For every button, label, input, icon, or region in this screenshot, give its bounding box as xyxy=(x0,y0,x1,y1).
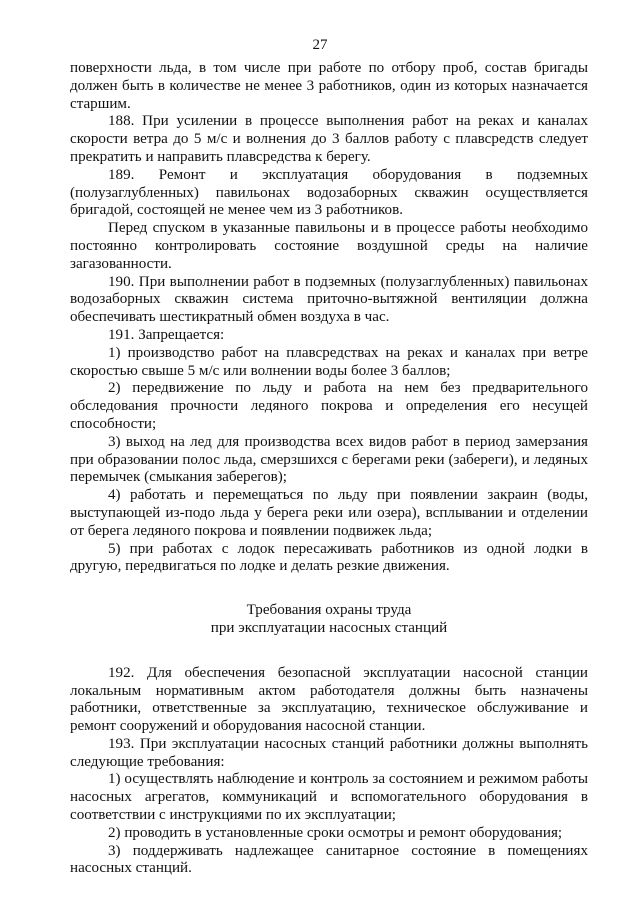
section-heading-line-1: Требования охраны труда xyxy=(246,602,412,619)
paragraph-193: 193. При эксплуатации насосных станций работники должны выполнять следующие требования: xyxy=(70,735,588,770)
paragraph-192: 192. Для обеспечения безопасной эксплуатации насосной станции локальным нормативным актом работодателя должны быть назначены работники, ответственные за эксплуатацию, техническое обслуживание и ремонт сооружений и оборудования насосной станции. xyxy=(70,664,588,735)
paragraph-191-item-3: 3) выход на лед для производства всех видов работ в период замерзания при образовании полос льда, смерзшихся с берегами реки (забереги), и ледяных перемычек (смыкания заберегов); xyxy=(70,433,588,486)
document-body xyxy=(70,60,588,878)
paragraph-193-item-3: 3) поддерживать надлежащее санитарное состояние в помещениях насосных станций. xyxy=(70,842,588,877)
page-number: 27 xyxy=(312,37,328,53)
paragraph-189: 189. Ремонт и эксплуатация оборудования в подземных (полузаглубленных) павильонах водозаборных скважин осуществляется бригадой, состоящей не менее чем из 3 работников. xyxy=(70,166,588,219)
paragraph-191-item-2: 2) передвижение по льду и работа на нем без предварительного обследования прочности ледяного покрова и определения его несущей способности; xyxy=(70,380,588,432)
paragraph-191-item-4: 4) работать и перемещаться по льду при появлении закраин (воды, выступающей из-подо льда у берега реки или озера), всплывании и отделении от берега ледяного покрова и появлении подвижек льда; xyxy=(70,487,588,539)
paragraph-191-item-1: 1) производство работ на плавсредствах на реках и каналах при ветре скоростью свыше 5 м/с или волнении воды более 3 баллов; xyxy=(70,344,588,379)
section-heading-line-2: при эксплуатации насосных станций xyxy=(210,619,448,636)
paragraph-193-item-1: 1) осуществлять наблюдение и контроль за состоянием и режимом работы насосных агрегатов, коммуникаций и вспомогательного оборудования в соответствии с инструкциями по их эксплуатации; xyxy=(70,771,588,824)
paragraph-191-item-5: 5) при работах с лодок пересаживать работников из одной лодки в другую, передвигаться по лодке и делать резкие движения. xyxy=(70,540,588,575)
paragraph-190: 190. При выполнении работ в подземных (полузаглубленных) павильонах водозаборных скважин система приточно-вытяжной вентиляции должна обеспечивать шестикратный обмен воздуха в час. xyxy=(70,273,588,326)
paragraph-193-item-2: 2) проводить в установленные сроки осмотры и ремонт оборудования; xyxy=(108,824,563,841)
paragraph-189-note: Перед спуском в указанные павильоны и в процессе работы необходимо постоянно контролировать состояние воздушной среды на наличие загазованности. xyxy=(70,220,588,272)
paragraph-188: 188. При усилении в процессе выполнения работ на реках и каналах скорости ветра до 5 м/с и волнения до 3 баллов работу с плавсредств следует прекратить и направить плавсредства к берегу. xyxy=(70,113,588,165)
paragraph-191: 191. Запрещается: xyxy=(108,326,225,343)
section-heading xyxy=(70,602,588,638)
paragraph-continuation: поверхности льда, в том числе при работе по отбору проб, состав бригады должен быть в количестве не менее 3 работников, один из которых назначается старшим. xyxy=(70,60,588,112)
